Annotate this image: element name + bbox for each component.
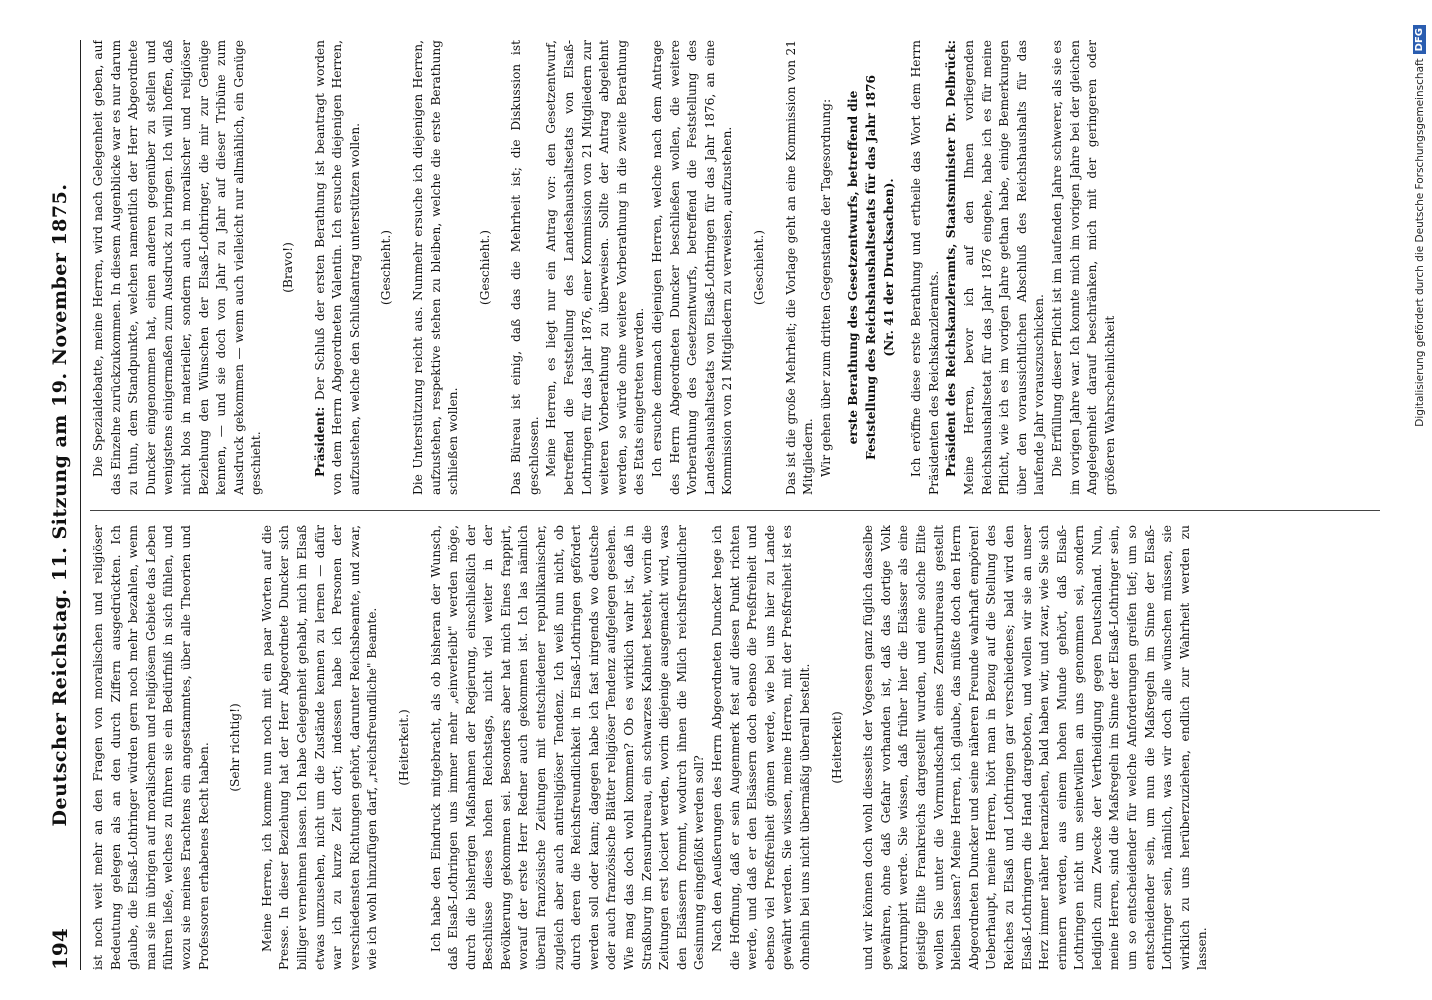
column-divider <box>90 510 1380 511</box>
paragraph: ist noch weit mehr an den Fragen von moralischen und religiöser Bedeutung gelegen als an den durch Ziffern ausgedrückten. Ich glaube, die Elsaß-Lothringer würden gern noch mehr bezahlen, wenn man sie im übrigen auf moralischem und religiösem Gebiete das Leben führen ließe, welches zu führen sie ein Bedürfniß in sich fühlen, und wozu sie meines Erachtens ein angestammtes, über alle Theorien und Professoren erhabenes Recht haben. <box>91 525 211 970</box>
dfg-logo: DFG <box>1413 25 1426 54</box>
paragraph: Ich ersuche demnach diejenigen Herren, welche nach dem Antrage des Herrn Abgeordneten Duncker beschließen wollen, die weitere Vorberathung des Gesetzentwurfs, betreffend die Feststellung des Landeshaushaltsetats von Elsaß-Lothringen für das Jahr 1876, an eine Kommission von 21 Mitgliedern zu verweisen, aufzustehen. <box>650 40 735 495</box>
paragraph: Meine Herren, ich komme nun noch mit ein paar Worten auf die Presse. In dieser Beziehung hat der Herr Abgeordnete Duncker sich billiger vernehmen lassen. Ich habe Gelegenheit gehabt, mich im Elsaß etwas umzusehen, nicht um die Zustände kennen zu lernen — dafür war ich zu kurze Zeit dort; indessen habe ich Personen der verschiedensten Richtungen gehört, darunter Reichsbeamte, und zwar, wie ich wohl hinzufügen darf, „reichsfreundliche" Beamte. <box>259 525 380 970</box>
speech-text: Meine Herren, bevor ich auf den Ihnen vorliegenden Reichshaushaltsetat für das Jahr 1876 eingehe, habe ich es für meine Pflicht, wie ich es im vorigen Jahre gethan habe, einige Bemerkungen über den voraussichtlichen Abschluß des Reichshaushalts für das laufende Jahr vorauszuschicken. <box>961 40 1047 495</box>
page-number: 194 <box>48 928 72 970</box>
remark: (Sehr richtig!) <box>228 703 243 792</box>
paragraph: Ich eröffne diese erste Berathung und ertheile das Wort dem Herrn Präsidenten des Reichskanzleramts. <box>909 40 941 495</box>
paragraph: Das ist die große Mehrheit; die Vorlage geht an eine Kommission von 21 Mitgliedern. <box>783 40 816 495</box>
paragraph: Nach den Aeußerungen des Herrn Abgeordneten Duncker hege ich die Hoffnung, daß er sein Augenmerk fest auf diesen Punkt richten werde, und daß er den Elsässern doch ebenso die Preßfreiheit und ebenso viel Preßfreiheit gönnen werde, wie bei uns hier zu Lande gewährt werden. Sie wissen, meine Herren, mit der Preßfreiheit ist es ohnehin bei uns nicht übermäßig überall bestellt. <box>710 525 812 970</box>
agenda-item: erste Berathung des Gesetzentwurfs, betreffend die Feststellung des Reichshaushaltsetats für das Jahr 1876 (Nr. 41 der Drucksachen). <box>846 74 896 461</box>
paragraph: Meine Herren, es liegt nur ein Antrag vor: den Gesetzentwurf, betreffend die Feststellung des Landeshaushaltsetats von Elsaß-Lothringen für das Jahr 1876, einer Kommission von 21 Mitgliedern zur weiteren Vorberathung zu überweisen. Sollte der Antrag abgelehnt werden, so würde ohne weitere Vorberathung in die zweite Berathung des Etats eingetreten werden. <box>544 40 647 495</box>
paragraph: Ich habe den Eindruck mitgebracht, als ob bisheran der Wunsch, daß Elsaß-Lothringen uns immer mehr „einverleibt" werden möge, durch die bisherigen Maßnahmen der Regierung, einschließlich der Beschlüsse dieses hohen Reichstags, nicht viel weiter in der Bevölkerung gekommen sei. Besonders aber hat mich Eines frappirt, worauf der erste Herr Redner auch gekommen ist. Ich las nämlich überall französische Zeitungen mit entschiedener republikanischer, zugleich aber auch antireligiöser Tendenz. Ich weiß nun nicht, ob durch deren die Reichsfreundlichkeit in Elsaß-Lothringen gefördert werden soll oder kann; dagegen habe ich fast nirgends wo deutsche oder auch französische Blätter religiöser Tendenz aufgelegen gesehen. Wie mag das doch wohl kommen? Ob es wirklich wahr ist, daß in Straßburg im Zensurbureau, ein schwarzes Kabinet besteht, worin die Zeitungen erst lociert werden, worin diejenige ausgemacht wird, was den Elsässern frommt, wodurch ihnen die Milch reichsfreundlicher Gesinnung eingeflößt werden soll? <box>428 525 707 970</box>
speaker-label: Präsident des Reichskanzleramts, Staatsminister Dr. Delbrück: <box>944 40 959 477</box>
paragraph <box>312 40 365 495</box>
speech-text: Der Schluß der ersten Berathung ist beantragt worden von dem Herrn Abgeordneten Valentin. Ich ersuche diejenigen Herren, aufzustehen, welche den Schlußantrag unterstützen wollen. <box>312 40 362 495</box>
remark: (Heiterkeit.) <box>396 709 411 786</box>
credit-text: Digitalisierung gefördert durch die Deutsche Forschungsgemeinschaft <box>1413 58 1426 427</box>
paragraph: Die Erfüllung dieser Pflicht ist im laufenden Jahre schwerer, als sie es im vorigen Jahre war. Ich konnte mich im vorigen Jahre bei der gleichen Angelegenheit darauf beschränken, mich mit der geringeren oder größeren Wahrscheinlichkeit <box>1049 40 1117 495</box>
paragraph: Die Unterstützung reicht aus. Nunmehr ersuche ich diejenigen Herren, aufzustehen, respektive stehen zu bleiben, welche die erste Berathung schließen wollen. <box>410 40 461 495</box>
paragraph: und wir können doch wohl diesseits der Vogesen ganz füglich dasselbe gewähren, ohne daß Gefahr vorhanden ist, daß das dortige Volk korrumpirt werde. Sie wissen, daß früher hier die Elsässer als eine geistige Elite Frankreichs dargestellt wurden, und eine solche Elite wollen Sie unter die Vormundschaft eines Zensurbureaus gestellt bleiben lassen? Meine Herren, ich glaube, das müßte doch den Herrn Abgeordneten Duncker und seine näheren Freunde wahrhaft empören! Ueberhaupt, meine Herren, hört man in Bezug auf die Stellung des Reiches zu Elsaß und Lothringen gar verschiedenes; bald wird den Elsaß-Lothringern die Hand dargeboten, und wollen wir sie an unser Herz immer näher heranziehen, bald haben wir, und zwar, wie Sie sich erinnern werden, aus einem hohen Munde gehört, daß Elsaß-Lothringen nicht um seinetwillen an uns genommen sei, sondern lediglich zum Zwecke der Vertheidigung gegen Deutschland. Nun, meine Herren, sind die Maßregeln im Sinne der Elsaß-Lothringer sein, um so entscheidender für welche Anforderungen greifen tief; um so entscheidender sein, um nun die Maßregeln im Sinne der Elsaß-Lothringer sein, nämlich, was wir doch alle wünschen müssen, sie wirklich zu uns herüberzuziehen, endlich zur Wahrheit werden zu lassen. <box>861 525 1210 970</box>
remark: (Bravo!) <box>280 242 295 293</box>
digitization-credit <box>1413 25 1426 427</box>
remark: (Geschieht.) <box>379 229 394 306</box>
paragraph <box>943 40 1049 495</box>
remark: (Heiterkeit) <box>829 711 844 784</box>
page-title: Deutscher Reichstag. 11. Sitzung am 19. November 1875. <box>49 183 71 827</box>
left-column <box>90 525 1380 970</box>
remark: (Geschieht.) <box>477 229 492 306</box>
paragraph: Wir gehen über zum dritten Gegenstande der Tagesordnung: <box>818 98 833 477</box>
paragraph: Das Büreau ist einig, daß das die Mehrheit ist; die Diskussion ist geschlossen. <box>509 40 541 495</box>
remark: (Geschieht.) <box>752 229 766 306</box>
right-column <box>90 40 1380 495</box>
speaker-label: Präsident: <box>312 406 327 477</box>
page-header <box>40 40 81 970</box>
paragraph: Die Spezialdebatte, meine Herren, wird nach Gelegenheit geben, auf das Einzelne zurückzukommen. In diesem Augenblicke war es nur darum zu thun, dem Standpunkte, welchen namentlich der Herr Abgeordnete Duncker eingenommen hat, einen anderen gegenüber zu stellen und wenigstens einigermaßen zum Ausdruck zu bringen. Ich will hoffen, daß nicht blos in materieller, sondern auch in moralischer und religiöser Beziehung den Wünschen der Elsaß-Lothringer, die mir zur Genüge kennen, — und sie doch von Jahr zu Jahr auf dieser Tribüne zum Ausdruck gekommen — wenn auch vielleicht nur allmählich, ein Genüge geschieht. <box>91 40 264 495</box>
